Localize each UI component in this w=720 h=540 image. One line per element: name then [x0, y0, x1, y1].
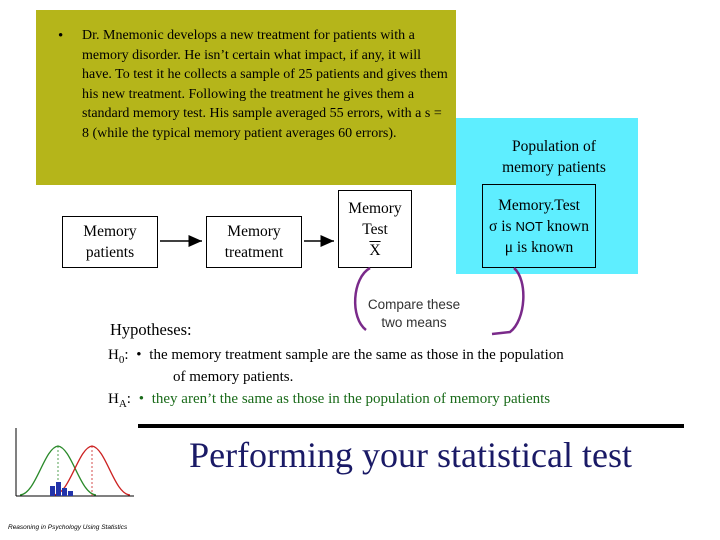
compare-label: [356, 296, 472, 332]
h0-text: the memory treatment sample are the same as those in the population: [149, 347, 564, 363]
memory-treatment-line1: Memory: [227, 223, 281, 240]
h0-sub: 0: [118, 354, 125, 366]
sample-line1: Memory: [348, 199, 402, 217]
population-test-label: Memory.Test: [498, 196, 580, 214]
sigma-not: NOT: [515, 218, 543, 234]
population-title-line1: Population of: [512, 138, 596, 155]
slide-title: Performing your statistical test: [189, 435, 632, 475]
sigma-is: is: [497, 217, 516, 235]
h0-label: H: [108, 347, 119, 363]
memory-patients-line2: patients: [85, 244, 135, 261]
h0-colon: :: [124, 347, 129, 363]
population-title-line2: memory patients: [502, 159, 606, 176]
mu-symbol: μ: [504, 238, 513, 256]
compare-label-line1: Compare these: [367, 297, 461, 312]
h0-bullet: •: [136, 347, 142, 363]
sigma-known: known: [542, 217, 589, 235]
ha-label: H: [108, 391, 119, 407]
memory-patients-line1: Memory: [83, 223, 137, 240]
normal-curves-logo-icon: [10, 424, 138, 524]
h0-text-continued: of memory patients.: [173, 369, 294, 385]
compare-bracket-right: [492, 268, 523, 334]
scenario-bullet: •: [58, 28, 64, 44]
hypotheses-heading: Hypotheses:: [110, 320, 192, 339]
sample-line2: Test: [362, 220, 388, 238]
sample-mean-symbol: $\overline{X}$: [369, 241, 381, 259]
mu-text: is known: [513, 238, 574, 256]
footer-course-name: Reasoning in Psychology Using Statistics: [8, 524, 128, 531]
sigma-symbol: σ: [489, 217, 498, 235]
ha-bullet: •: [138, 391, 144, 407]
title-divider: [138, 424, 684, 428]
scenario-text: Dr. Mnemonic develops a new treatment for patients with a memory disorder. He isn’t certain what impact, if any, it will have. To test it he collects a sample of 25 patients and gives them his new treatment. Following the treatment he gives them a standard memory test. His sample averaged 55 errors, with a s = 8 (while the typical memory patient averages 60 errors).: [82, 28, 448, 141]
alternative-hypothesis: [108, 389, 550, 414]
memory-treatment-line2: treatment: [224, 244, 284, 261]
ha-colon: :: [126, 391, 131, 407]
compare-label-line2: two means: [381, 315, 447, 330]
ha-sub: A: [118, 398, 127, 410]
ha-text: they aren’t the same as those in the population of memory patients: [151, 391, 551, 407]
